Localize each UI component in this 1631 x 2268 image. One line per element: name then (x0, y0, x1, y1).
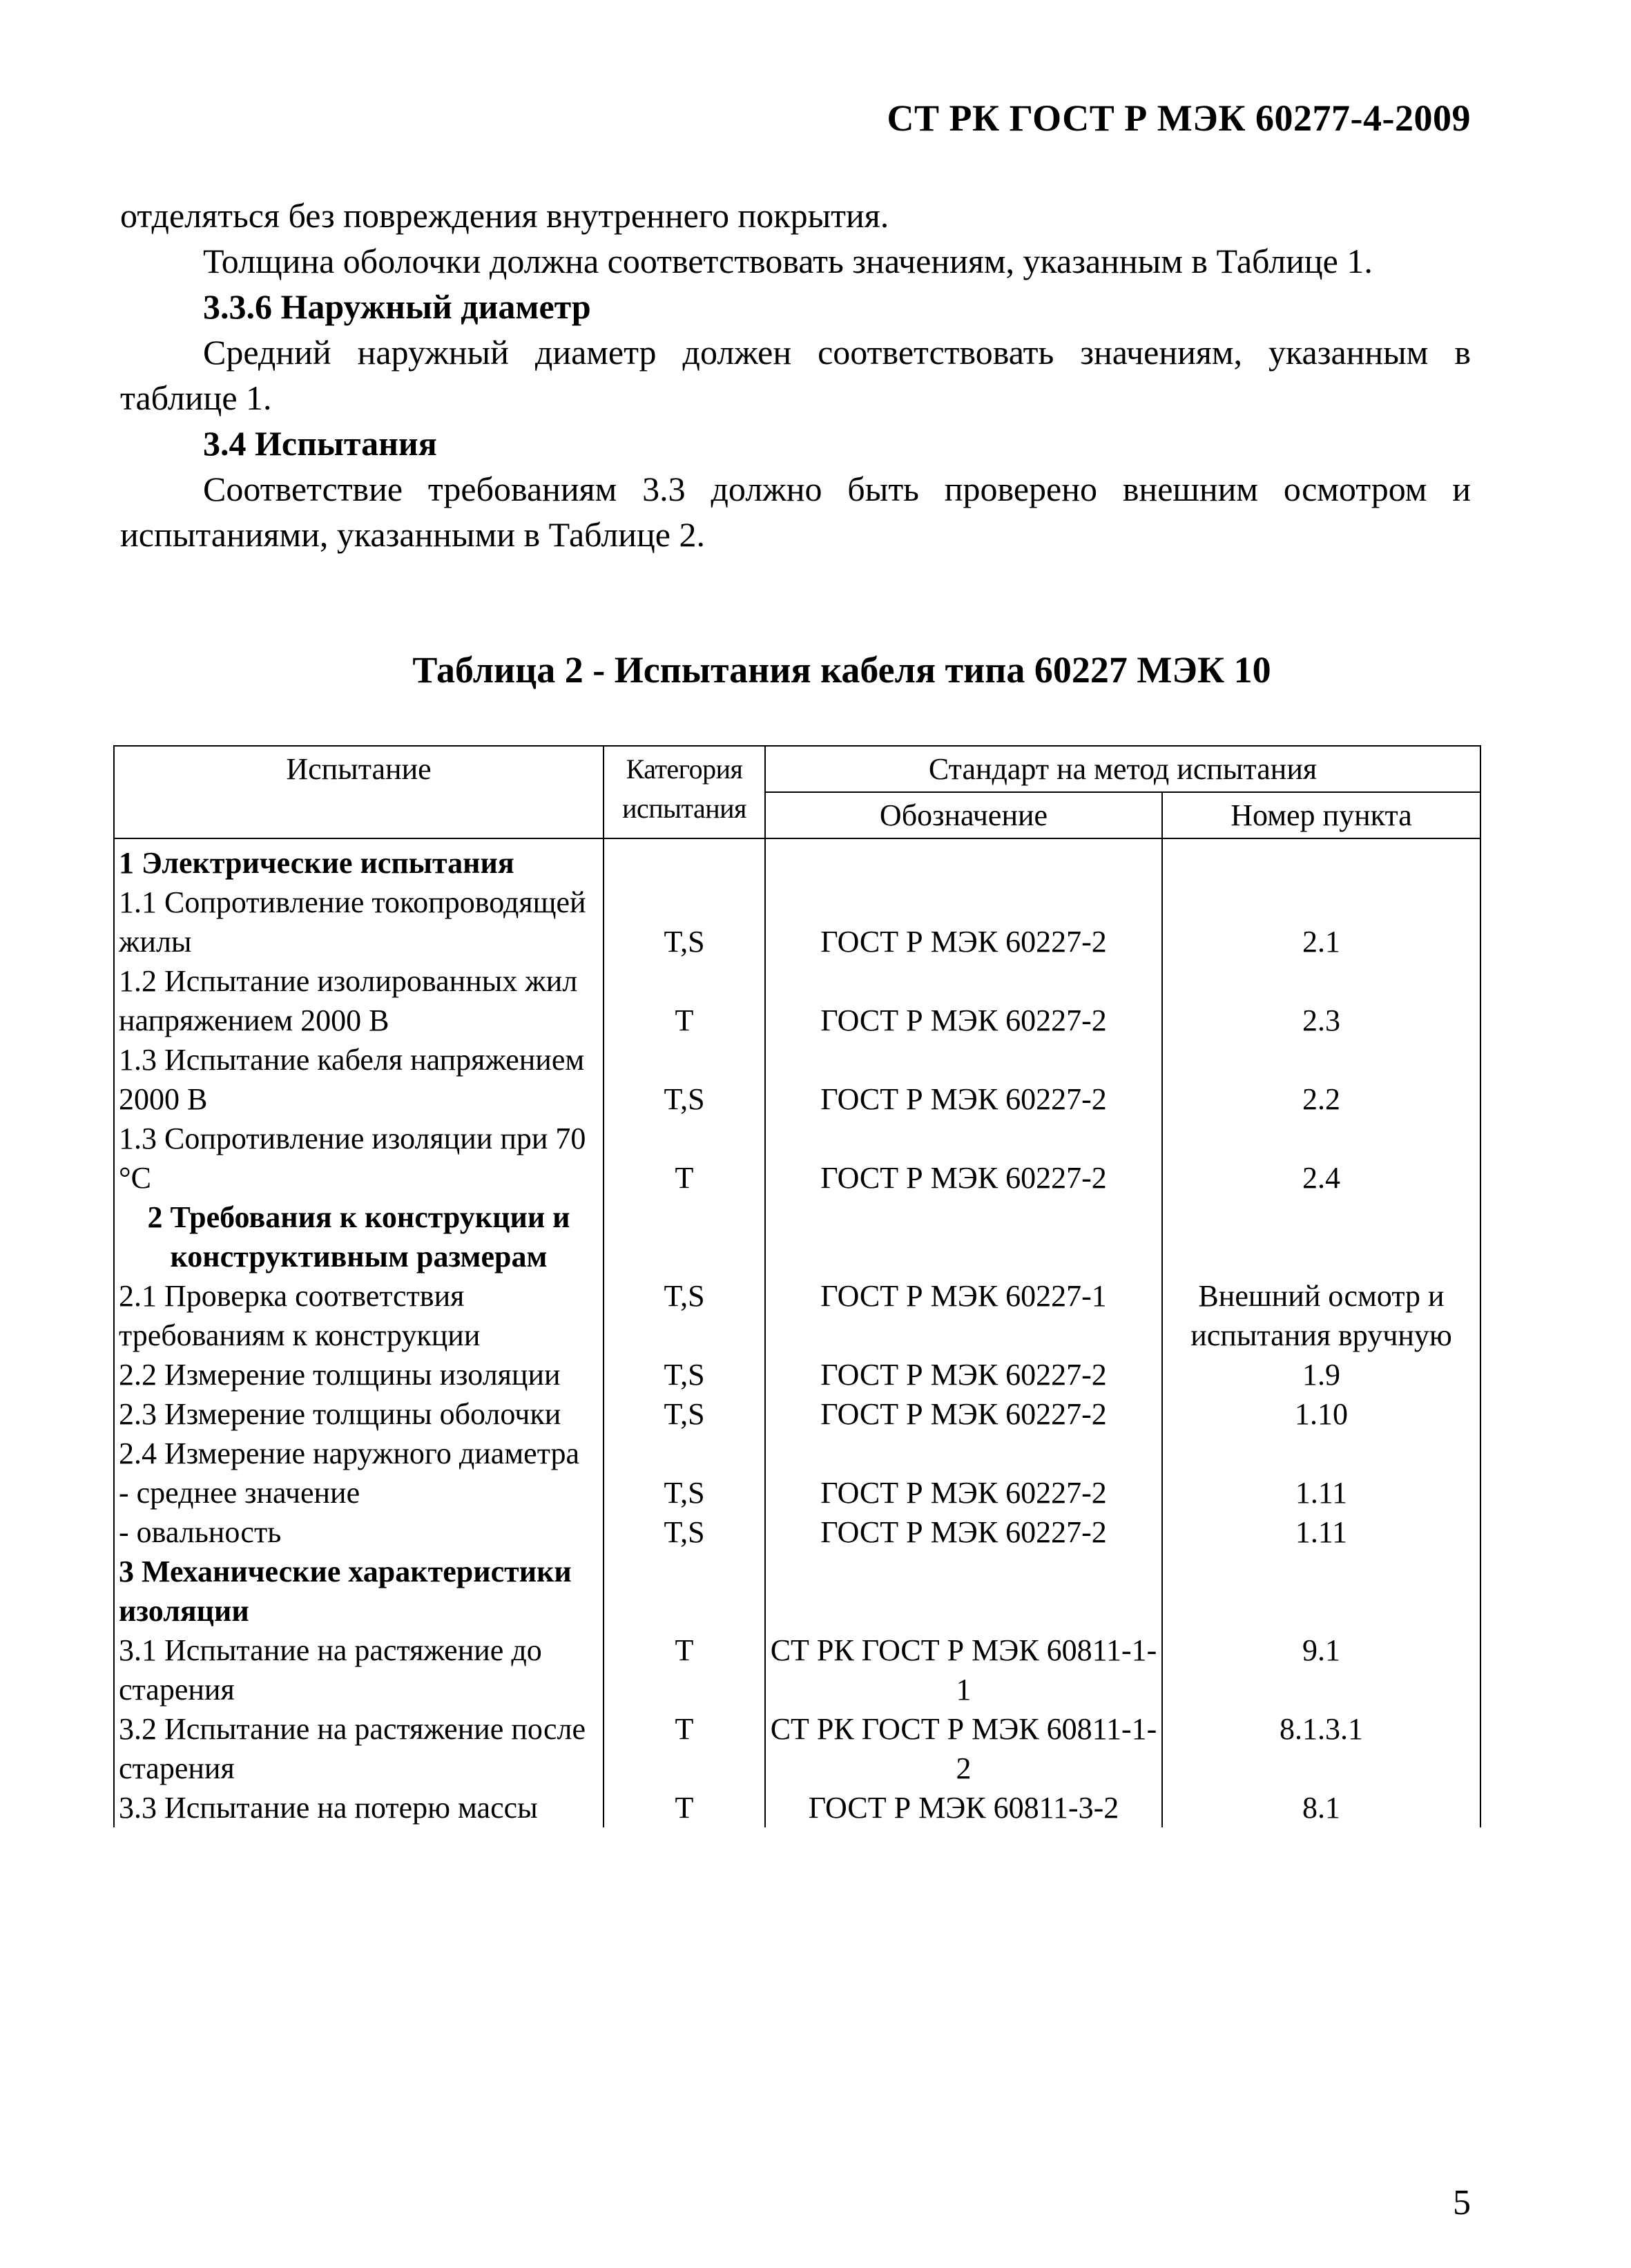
section-heading: 3.3.6 Наружный диаметр (203, 287, 591, 326)
cell-clause: 2.4 (1162, 1119, 1480, 1198)
cell-clause: 8.1.3.1 (1162, 1709, 1480, 1788)
cell-category (604, 1434, 765, 1473)
table-title: Таблица 2 - Испытания кабеля типа 60227 МЭК 10 (412, 649, 1271, 691)
section-title: 2 Требования к конструкции и конструктивным размерам (147, 1200, 570, 1274)
paragraph: отделяться без повреждения внутреннего покрытия. (120, 196, 889, 235)
cell-clause: 1.11 (1162, 1473, 1480, 1512)
table-body (114, 838, 1480, 1827)
cell-clause: Внешний осмотр и испытания вручную (1162, 1276, 1480, 1355)
cell-designation (765, 1198, 1162, 1276)
cell-test: 2.3 Измерение толщины оболочки (114, 1394, 604, 1434)
header-designation: Обозначение (765, 792, 1162, 838)
cell-designation (765, 1552, 1162, 1631)
cell-test: - среднее значение (114, 1473, 604, 1512)
table-row (114, 838, 1480, 883)
cell-designation: ГОСТ Р МЭК 60227-2 (765, 1473, 1162, 1512)
cell-clause (1162, 1434, 1480, 1473)
cell-category: T (604, 961, 765, 1040)
cell-designation: ГОСТ Р МЭК 60811-3-2 (765, 1788, 1162, 1827)
cell-category: T (604, 1119, 765, 1198)
cell-clause: 1.11 (1162, 1512, 1480, 1552)
table-row (114, 1276, 1480, 1355)
cell-category: T,S (604, 1276, 765, 1355)
cell-designation: ГОСТ Р МЭК 60227-2 (765, 883, 1162, 961)
cell-test: 1.3 Испытание кабеля напряжением 2000 В (114, 1040, 604, 1119)
table-row (114, 1709, 1480, 1788)
document-standard-header: СТ РК ГОСТ Р МЭК 60277-4-2009 (887, 97, 1471, 139)
table-row (114, 1198, 1480, 1276)
cell-designation: ГОСТ Р МЭК 60227-1 (765, 1276, 1162, 1355)
cell-test: 1.2 Испытание изолированных жил напряжением 2000 В (114, 961, 604, 1040)
table-row (114, 1788, 1480, 1827)
table-row (114, 1512, 1480, 1552)
cell-designation: ГОСТ Р МЭК 60227-2 (765, 1394, 1162, 1434)
paragraph: Средний наружный диаметр должен соответствовать значениям, указанным в таблице 1. (120, 333, 1471, 417)
header-category: Категория испытания (604, 746, 765, 838)
cell-test: 1.3 Сопротивление изоляции при 70 °С (114, 1119, 604, 1198)
cell-designation: ГОСТ Р МЭК 60227-2 (765, 1512, 1162, 1552)
cell-designation: ГОСТ Р МЭК 60227-2 (765, 1119, 1162, 1198)
cell-test: 1 Электрические испытания (114, 838, 604, 883)
cell-designation (765, 1434, 1162, 1473)
cell-test: 3.1 Испытание на растяжение до старения (114, 1631, 604, 1709)
test-table (113, 745, 1481, 1827)
cell-test: 2.4 Измерение наружного диаметра (114, 1434, 604, 1473)
section-heading: 3.4 Испытания (203, 424, 437, 463)
cell-test (114, 1198, 604, 1276)
cell-category (604, 838, 765, 883)
header-test: Испытание (114, 746, 604, 838)
cell-test: - овальность (114, 1512, 604, 1552)
cell-test: 3.3 Испытание на потерю массы (114, 1788, 604, 1827)
cell-category (604, 1198, 765, 1276)
paragraph: Соответствие требованиям 3.3 должно быть проверено внешним осмотром и испытаниями, указанными в Таблице 2. (120, 470, 1471, 554)
cell-category: T,S (604, 1512, 765, 1552)
cell-clause: 1.9 (1162, 1355, 1480, 1394)
cell-category: T (604, 1631, 765, 1709)
cell-category: T,S (604, 883, 765, 961)
table-row (114, 1394, 1480, 1434)
cell-designation: ГОСТ Р МЭК 60227-2 (765, 1040, 1162, 1119)
cell-designation: СТ РК ГОСТ Р МЭК 60811-1-2 (765, 1709, 1162, 1788)
cell-category: T,S (604, 1473, 765, 1512)
table-row (114, 1119, 1480, 1198)
header-clause: Номер пункта (1162, 792, 1480, 838)
cell-category: T,S (604, 1355, 765, 1394)
page-number: 5 (1453, 2183, 1471, 2222)
table-row (114, 1552, 1480, 1631)
cell-clause (1162, 1198, 1480, 1276)
cell-test: 1.1 Сопротивление токопроводящей жилы (114, 883, 604, 961)
cell-category: T (604, 1788, 765, 1827)
cell-designation: ГОСТ Р МЭК 60227-2 (765, 1355, 1162, 1394)
table-row (114, 1631, 1480, 1709)
cell-clause: 2.3 (1162, 961, 1480, 1040)
body-text (120, 193, 1471, 557)
cell-clause: 2.2 (1162, 1040, 1480, 1119)
cell-designation: СТ РК ГОСТ Р МЭК 60811-1-1 (765, 1631, 1162, 1709)
cell-category (604, 1552, 765, 1631)
cell-clause: 8.1 (1162, 1788, 1480, 1827)
cell-test: 2.1 Проверка соответствия требованиям к конструкции (114, 1276, 604, 1355)
cell-category: T,S (604, 1040, 765, 1119)
table-row (114, 1434, 1480, 1473)
cell-test: 3 Механические характеристики изоляции (114, 1552, 604, 1631)
table-row (114, 883, 1480, 961)
cell-clause: 2.1 (1162, 883, 1480, 961)
cell-clause: 1.10 (1162, 1394, 1480, 1434)
cell-designation: ГОСТ Р МЭК 60227-2 (765, 961, 1162, 1040)
cell-test: 3.2 Испытание на растяжение после старения (114, 1709, 604, 1788)
paragraph: Толщина оболочки должна соответствовать значениям, указанным в Таблице 1. (203, 242, 1373, 280)
cell-category: T,S (604, 1394, 765, 1434)
cell-clause: 9.1 (1162, 1631, 1480, 1709)
table-row (114, 1473, 1480, 1512)
table-row (114, 961, 1480, 1040)
header-standard: Стандарт на метод испытания (765, 746, 1480, 792)
cell-designation (765, 838, 1162, 883)
cell-clause (1162, 1552, 1480, 1631)
cell-test: 2.2 Измерение толщины изоляции (114, 1355, 604, 1394)
table-row (114, 1355, 1480, 1394)
table-row (114, 1040, 1480, 1119)
test-table-container (113, 745, 1480, 1827)
cell-clause (1162, 838, 1480, 883)
cell-category: T (604, 1709, 765, 1788)
